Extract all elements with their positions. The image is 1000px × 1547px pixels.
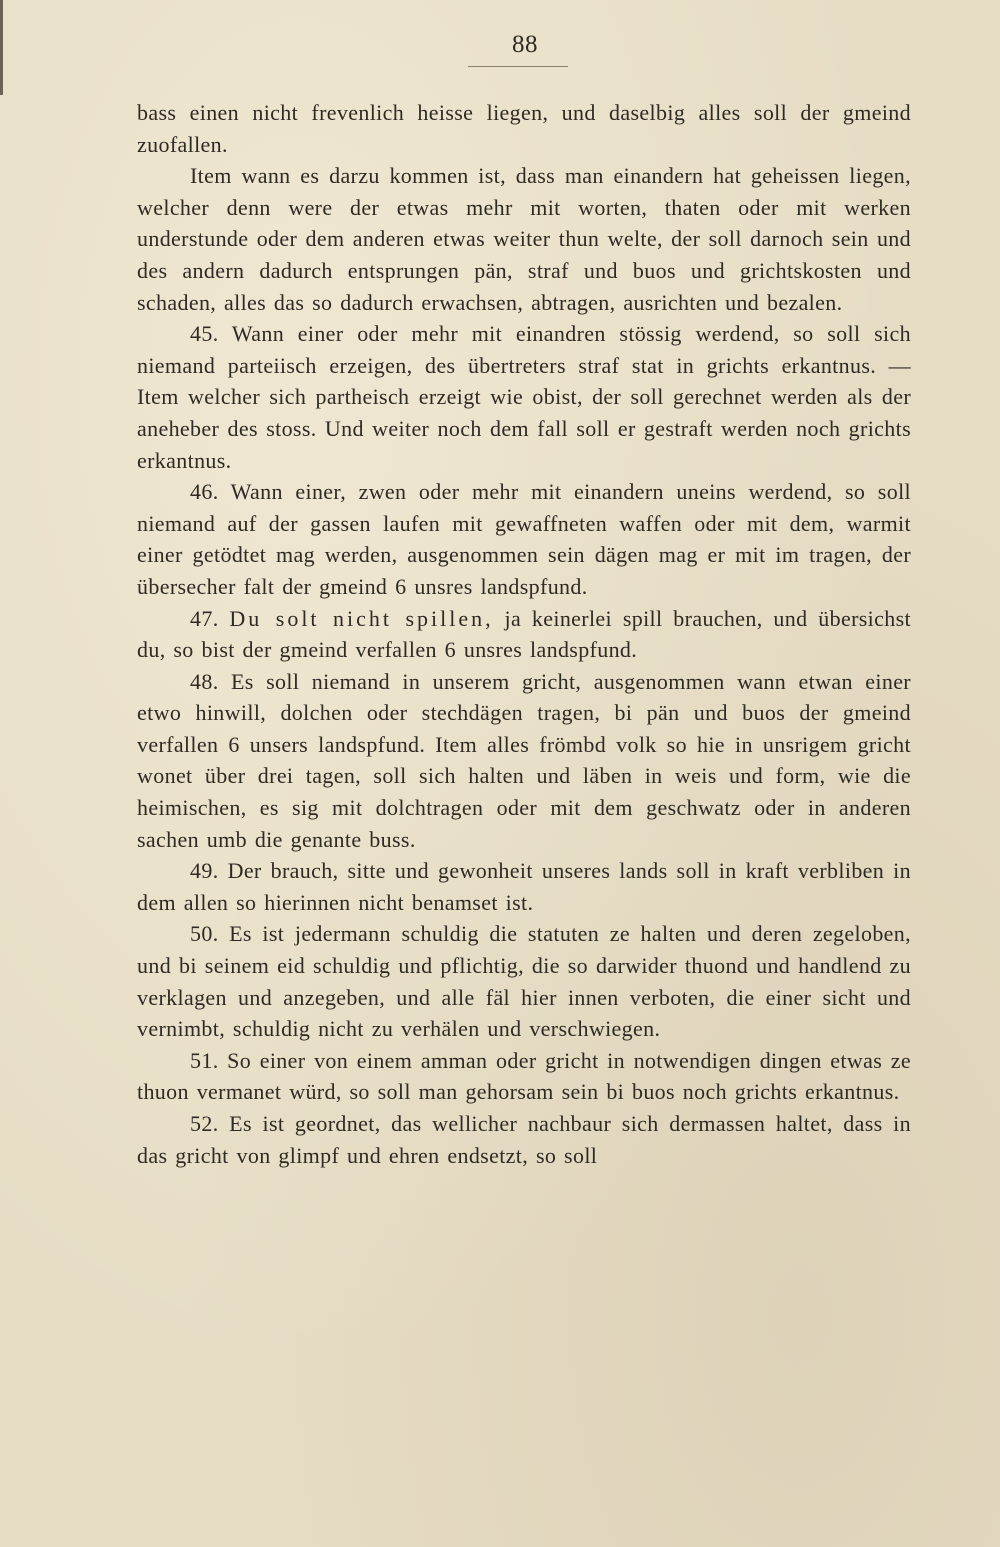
article-49: 49. Der brauch, sitte und gewonheit unseres lands soll in kraft verbliben in dem allen so hierinnen nicht benamset ist. — [137, 858, 911, 915]
article-48: 48. Es soll niemand in unserem gricht, ausgenommen wann etwan einer etwo hinwill, dolchen oder stechdägen tragen, bi pän und buos der gmeind verfallen 6 unsers landspfund. Item alles frömbd volk so hie in unsrigem gricht wonet über drei tagen, soll sich halten und läben in weis und form, wie die heimischen, es sig mit dolchtragen oder mit dem geschwatz oder in anderen sachen umb die genante buss. — [137, 668, 911, 852]
article-50: 50. Es ist jedermann schuldig die statuten ze halten und deren zegeloben, und bi seinem eid schuldig und pflichtig, die so darwider thuond und handlend zu verklagen und anzegeben, und alle fäl hier innen verboten, die einer sicht und vernimbt, schuldig nicht zu verhälen und verschwiegen. — [137, 921, 911, 1042]
article-46: 46. Wann einer, zwen oder mehr mit einandern uneins werdend, so soll niemand auf der gassen laufen mit gewaffneten waffen oder mit dem, warmit einer getödtet mag werden, ausgenommen sein dägen mag er mit im tragen, der übersecher falt der gmeind 6 unsres landspfund. — [137, 479, 911, 599]
paragraph-item: Item wann es darzu kommen ist, dass man einandern hat geheissen liegen, welcher denn were der etwas mehr mit worten, thaten oder mit werken understunde oder dem anderen etwas weiter thun welte, der soll darnoch sein und des andern dadurch entsprungen pän, straf und buos und grichtskosten und schaden, alles das so dadurch erwachsen, abtragen, ausrichten und bezalen. — [137, 163, 911, 315]
page-number-rule — [468, 66, 568, 67]
paragraph-continuation: bass einen nicht frevenlich heisse liegen, und daselbig alles soll der gmeind zuofallen. — [137, 100, 911, 157]
article-47-text: ja keinerlei spill brauchen, und übersichst du, so bist der gmeind verfallen 6 unsres landspfund. — [137, 605, 911, 663]
page-number: 88 — [512, 31, 538, 58]
article-52: 52. Es ist geordnet, das wellicher nachbaur sich dermassen haltet, dass in das gricht von glimpf und ehren endsetzt, so soll — [137, 1111, 911, 1168]
article-45: 45. Wann einer oder mehr mit einandren stössig werdend, so soll sich niemand parteiisch erzeigen, des übertreters straf stat in grichts erkantnus. — Item welcher sich partheisch erzeigt wie obist, der soll gerechnet werden als der aneheber des stoss. Und weiter noch dem fall soll er gestraft werden noch grichts erkantnus. — [137, 321, 911, 473]
article-47-emphasis: Du solt nicht spillen, — [229, 605, 494, 631]
body-text — [137, 97, 911, 1171]
article-47 — [137, 603, 911, 666]
article-47-number: 47. — [190, 605, 219, 631]
article-51: 51. So einer von einem amman oder gricht in notwendigen dingen etwas ze thuon vermanet würd, so soll man gehorsam sein bi buos noch grichts erkantnus. — [137, 1047, 911, 1105]
